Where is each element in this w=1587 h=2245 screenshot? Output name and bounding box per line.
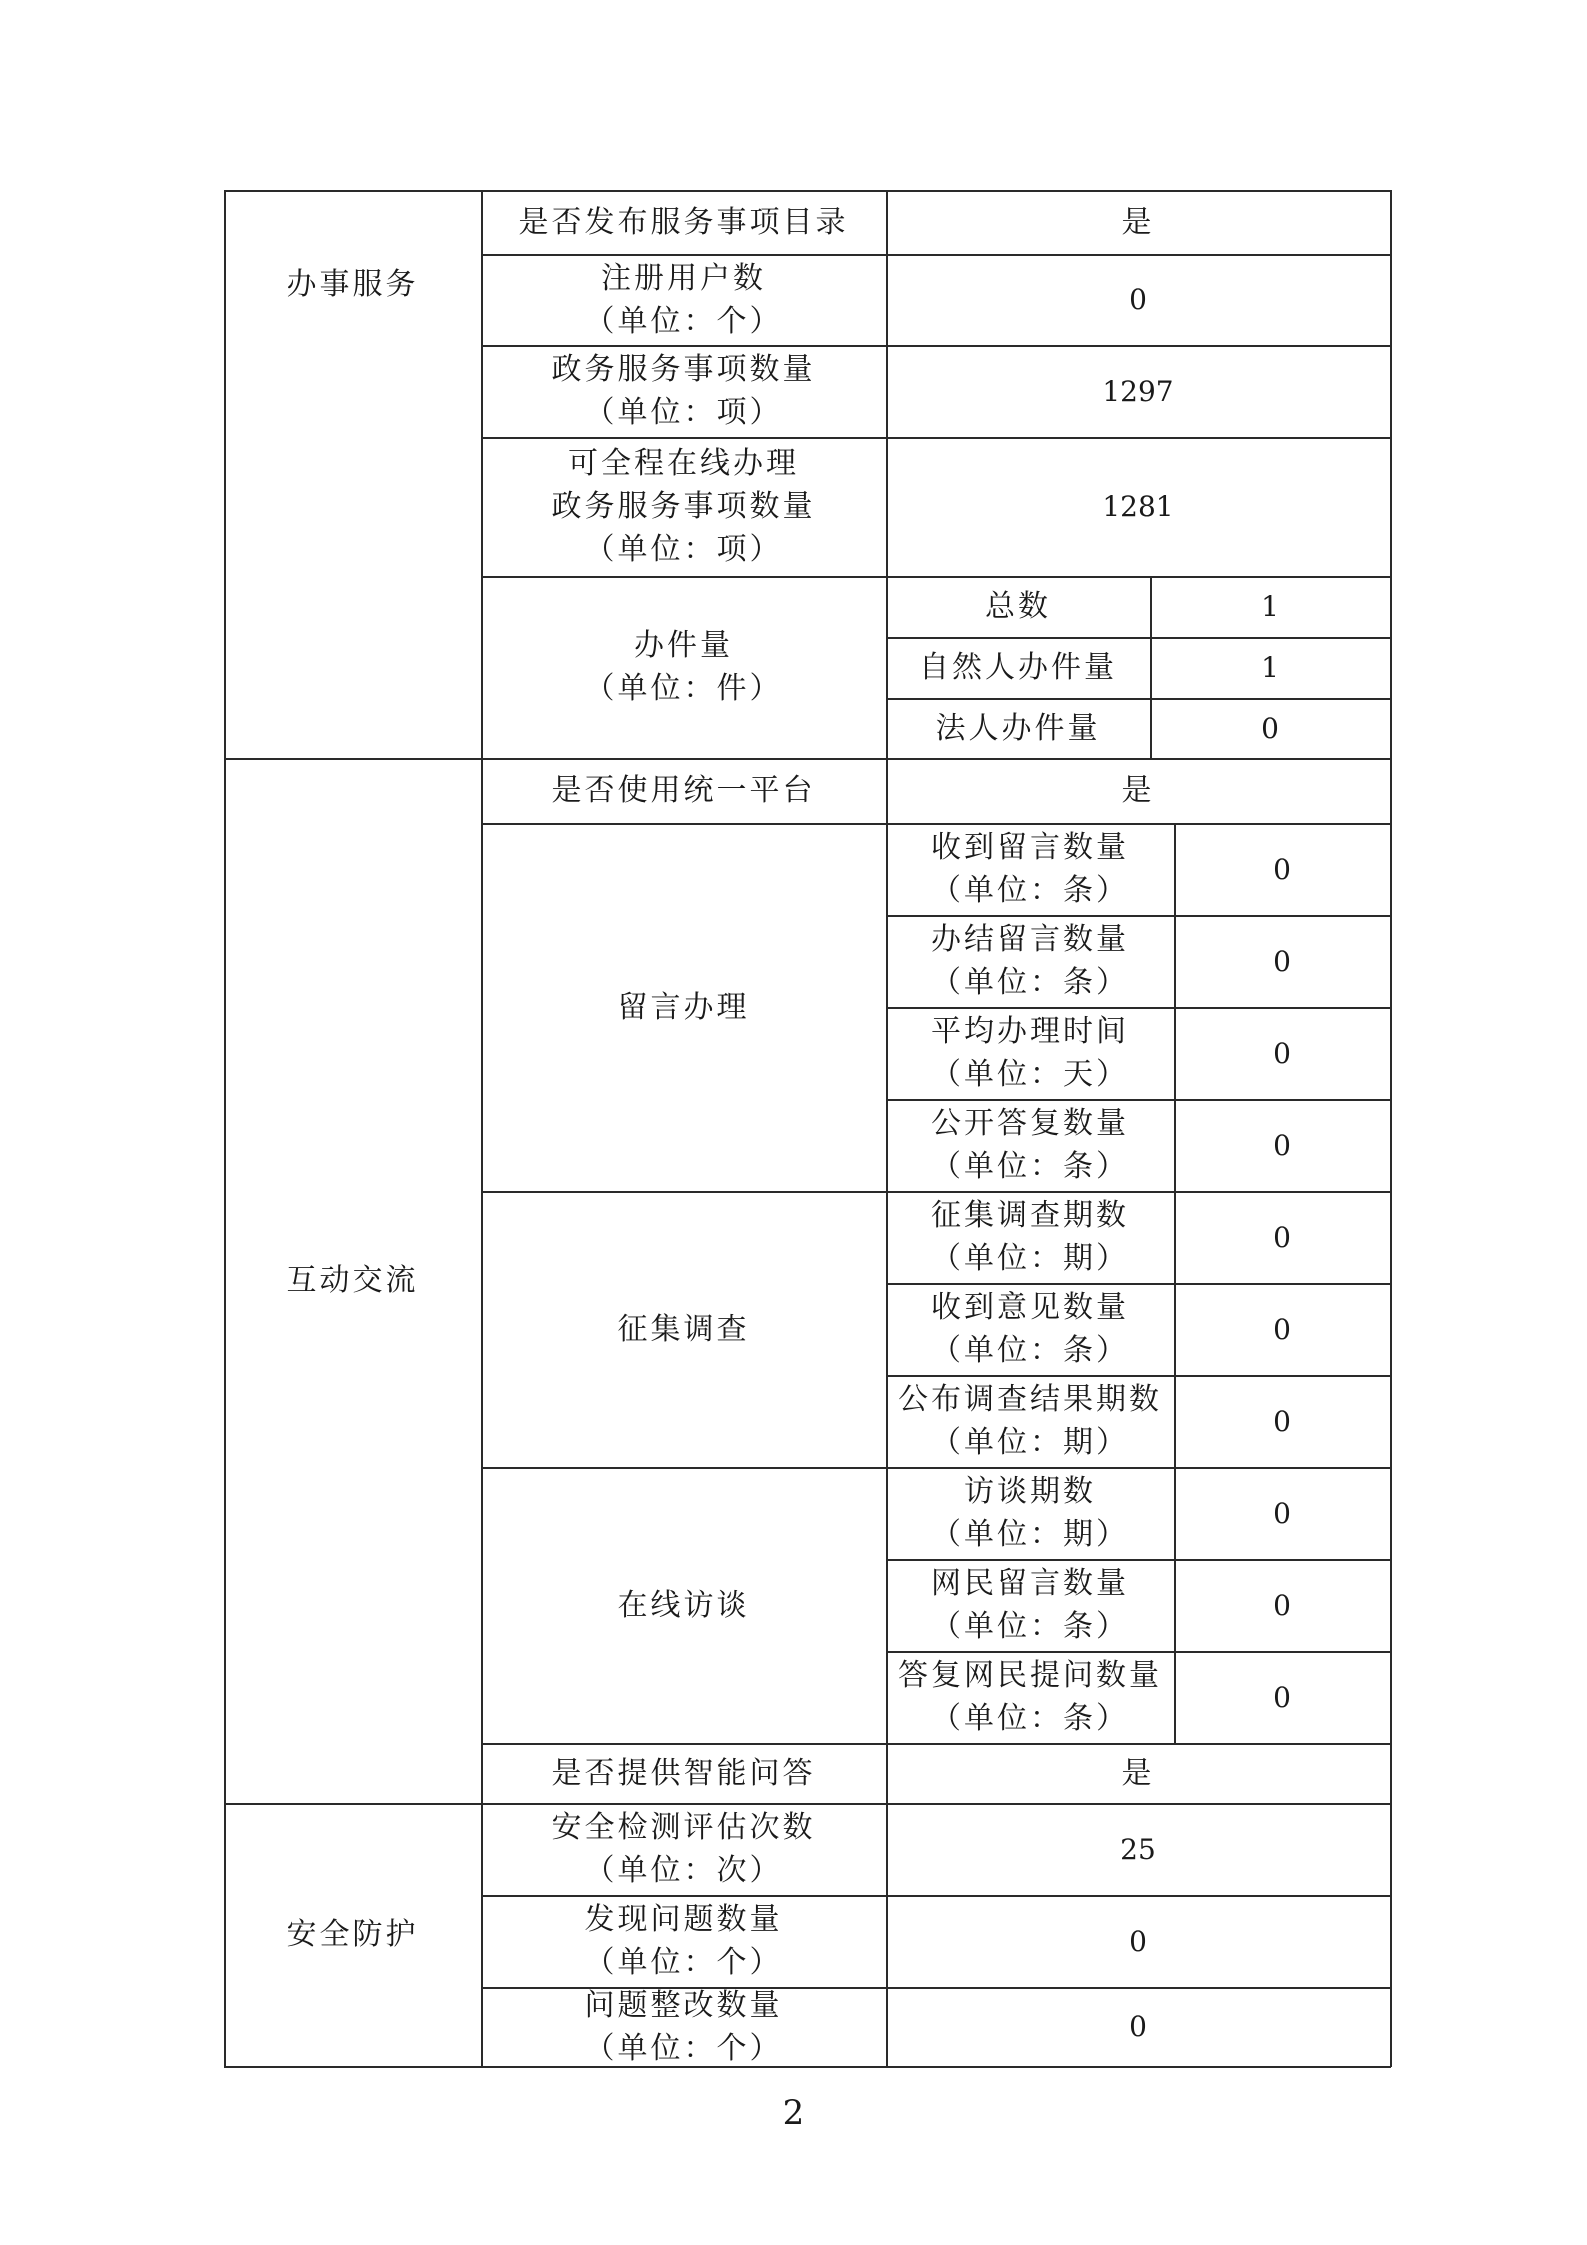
survey-results-value: 0 [1273, 1404, 1291, 1438]
issues-found-label: 发现问题数量 （单位：个） [584, 1902, 783, 1980]
issues-fixed-label: 问题整改数量 （单位：个） [584, 1987, 783, 2066]
issues-fixed-value: 0 [1129, 2010, 1147, 2043]
cases-legal-person-label: 法人办件量 [935, 710, 1101, 746]
section-label-service: 办事服务 [286, 266, 419, 302]
smart-qa-label: 是否提供智能问答 [551, 1755, 816, 1791]
messages-group-label: 留言办理 [617, 989, 750, 1025]
section-label-security: 安全防护 [286, 1917, 419, 1952]
service-catalog-value: 是 [1121, 204, 1155, 240]
security-checks-value: 25 [1120, 1832, 1156, 1866]
interview-periods-label: 访谈期数 （单位：期） [931, 1474, 1129, 1552]
messages-received-value: 0 [1273, 852, 1291, 886]
service-items-label: 政务服务事项数量 （单位：项） [551, 352, 816, 430]
smart-qa-value: 是 [1121, 1755, 1155, 1791]
registered-users-label: 注册用户数 （单位：个） [584, 260, 783, 339]
messages-avg-time-label: 平均办理时间 （单位：天） [931, 1014, 1129, 1092]
issues-found-value: 0 [1129, 1924, 1147, 1958]
table-border-bottom [224, 2066, 1391, 2068]
service-catalog-label: 是否发布服务事项目录 [518, 204, 849, 240]
interview-group-label: 在线访谈 [617, 1587, 750, 1623]
interview-messages-label: 网民留言数量 （单位：条） [931, 1566, 1129, 1644]
survey-results-label: 公布调查结果期数 （单位：期） [898, 1382, 1162, 1460]
messages-closed-value: 0 [1273, 944, 1291, 978]
messages-closed-label: 办结留言数量 （单位：条） [931, 922, 1129, 1000]
cases-natural-person-label: 自然人办件量 [919, 650, 1117, 685]
security-checks-label: 安全检测评估次数 （单位：次） [551, 1810, 816, 1888]
survey-group-label: 征集调查 [617, 1311, 750, 1347]
cases-natural-person-value: 1 [1261, 651, 1279, 684]
messages-public-replies-value: 0 [1273, 1128, 1291, 1162]
survey-periods-value: 0 [1273, 1220, 1291, 1254]
messages-received-label: 收到留言数量 （单位：条） [931, 830, 1129, 908]
service-items-value: 1297 [1102, 374, 1174, 408]
cases-total-value: 1 [1261, 590, 1279, 623]
interview-messages-value: 0 [1273, 1588, 1291, 1622]
messages-avg-time-value: 0 [1273, 1036, 1291, 1070]
unified-platform-label: 是否使用统一平台 [551, 773, 816, 808]
survey-opinions-value: 0 [1273, 1312, 1291, 1346]
unified-platform-value: 是 [1121, 773, 1155, 808]
cases-legal-person-value: 0 [1261, 711, 1279, 745]
survey-periods-label: 征集调查期数 （单位：期） [931, 1198, 1129, 1276]
interview-replies-value: 0 [1273, 1680, 1291, 1714]
section-label-interaction: 互动交流 [286, 1263, 419, 1298]
online-items-label: 可全程在线办理 政务服务事项数量 （单位：项） [551, 446, 816, 567]
cases-label: 办件量 （单位：件） [584, 628, 783, 706]
registered-users-value: 0 [1129, 283, 1147, 316]
survey-opinions-label: 收到意见数量 （单位：条） [931, 1290, 1129, 1368]
messages-public-replies-label: 公开答复数量 （单位：条） [931, 1106, 1129, 1184]
online-items-value: 1281 [1102, 490, 1174, 523]
interview-replies-label: 答复网民提问数量 （单位：条） [898, 1658, 1162, 1736]
interview-periods-value: 0 [1273, 1496, 1291, 1530]
table-border-right [1390, 190, 1392, 2067]
page-number: 2 [782, 2093, 805, 2133]
cases-total-label: 总数 [985, 589, 1051, 624]
